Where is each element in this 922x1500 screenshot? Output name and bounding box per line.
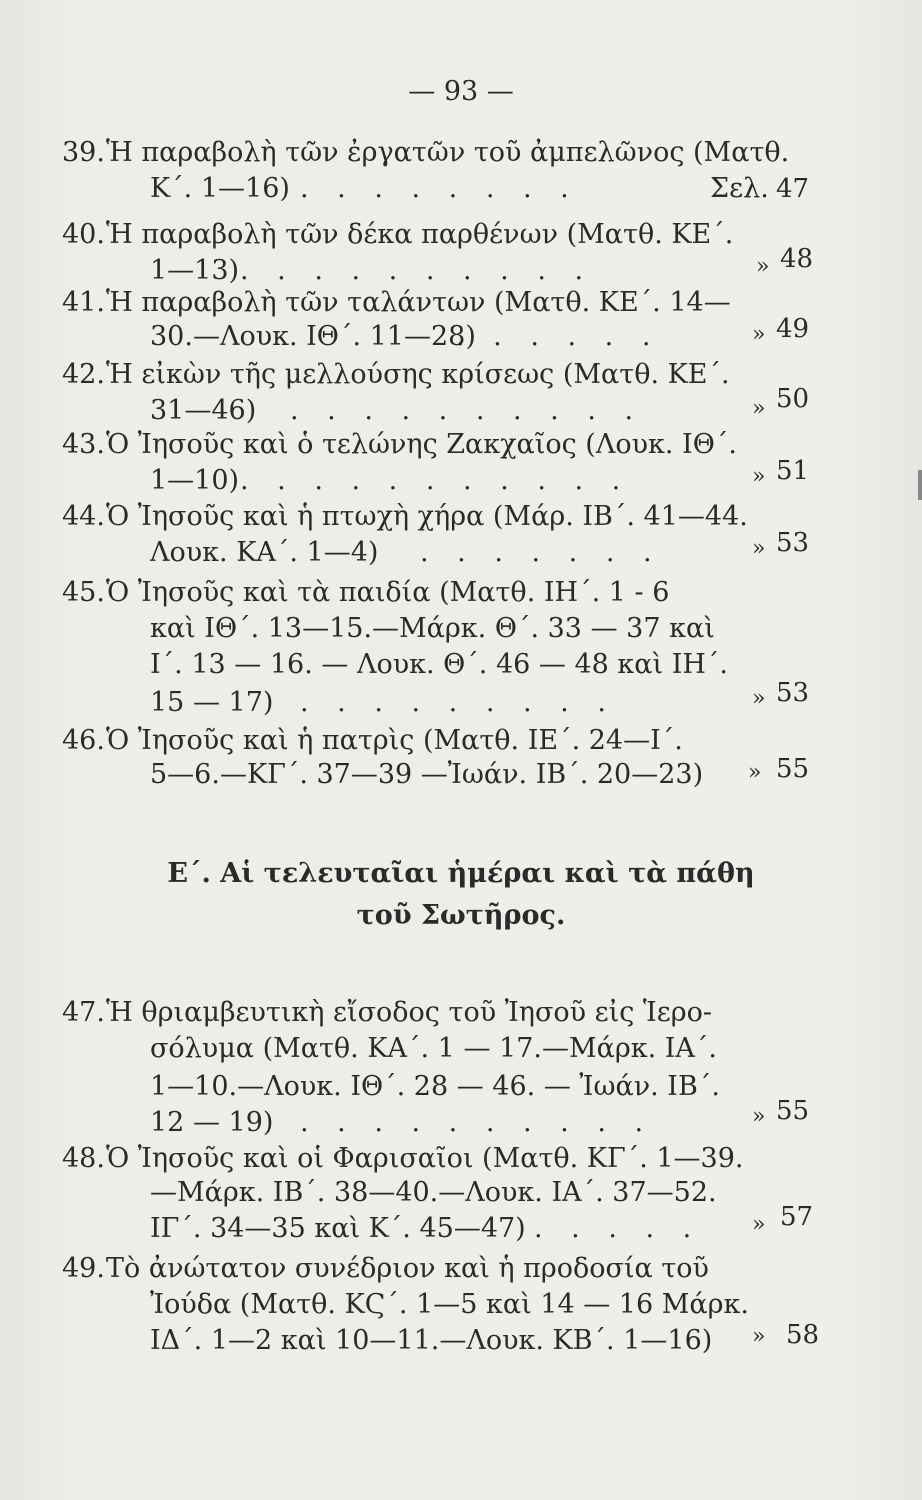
leader-dots: . . . . . . . . . . [290, 395, 644, 426]
entry-page: 47 [776, 174, 810, 204]
entry-reference: 5—6.—ΚΓ΄. 37—39 —Ἰωάν. ΙΒ΄. 20—23) [150, 759, 704, 790]
page-prefix: » [752, 1212, 766, 1237]
page-prefix: » [752, 686, 766, 711]
page-prefix: » [756, 254, 770, 279]
entry-page: 50 [776, 384, 810, 414]
entry-title: Ἡ παραβολὴ τῶν ἐργατῶν τοῦ ἀμπελῶνος (Ματθ. [106, 137, 790, 168]
entry-number: 41. [62, 287, 105, 318]
entry-page: 55 [776, 754, 810, 784]
entry-number: 42. [62, 359, 105, 390]
page-prefix: Σελ. [710, 173, 769, 204]
entry-title: Ἡ θριαμβευτικὴ εἴσοδος τοῦ Ἰησοῦ εἰς Ἱερο- [106, 997, 712, 1028]
entry-reference: 1—10.—Λουκ. ΙΘ΄. 28 — 46. — Ἰωάν. ΙΒ΄. [150, 1071, 720, 1102]
page-prefix: » [752, 536, 766, 561]
entry-page: 49 [776, 314, 810, 344]
entry-number: 47. [62, 997, 105, 1028]
entry-number: 43. [62, 429, 105, 460]
entry-reference: Ἰούδα (Ματθ. ΚϚ΄. 1—5 καὶ 14 — 16 Μάρκ. [150, 1289, 749, 1320]
entry-reference: Ι΄. 13 — 16. — Λουκ. Θ΄. 46 — 48 καὶ ΙΗ΄. [150, 649, 728, 680]
entry-title: Ὁ Ἰησοῦς καὶ ὁ τελώνης Ζακχαῖος (Λουκ. ΙΘ΄. [106, 429, 737, 460]
page-prefix: » [752, 1324, 766, 1349]
entry-number: 48. [62, 1143, 105, 1174]
entry-title: Τὸ ἀνώτατον συνέδριον καὶ ἡ προδοσία τοῦ [106, 1253, 709, 1284]
entry-reference: 31—46) [150, 395, 257, 426]
entry-title: Ὁ Ἰησοῦς καὶ ἡ πτωχὴ χήρα (Μάρ. ΙΒ΄. 41—44. [106, 501, 748, 532]
entry-page: 55 [776, 1096, 810, 1126]
leader-dots: . . . . . . . . [300, 173, 579, 204]
entry-number: 46. [62, 725, 105, 756]
entry-reference: 1—10) [150, 465, 240, 496]
entry-reference: 15 — 17) [150, 687, 274, 718]
page-prefix: » [752, 1104, 766, 1129]
leader-dots: . . . . . . . . . [300, 687, 616, 718]
entry-page: 57 [780, 1202, 814, 1232]
page-prefix: » [748, 760, 762, 785]
entry-title: Ἡ εἰκὼν τῆς μελλούσης κρίσεως (Ματθ. ΚΕ΄. [106, 359, 730, 390]
entry-page: 51 [776, 456, 810, 486]
page-prefix: » [752, 464, 766, 489]
page-prefix: » [752, 322, 766, 347]
entry-reference: καὶ ΙΘ΄. 13—15.—Μάρκ. Θ΄. 33 — 37 καὶ [150, 613, 715, 644]
entry-page: 53 [776, 528, 810, 558]
entry-number: 45. [62, 577, 105, 608]
entry-page: 48 [780, 244, 814, 274]
entry-number: 39. [62, 137, 105, 168]
entry-reference: —Μάρκ. ΙΒ΄. 38—40.—Λουκ. ΙΑ΄. 37—52. [150, 1177, 717, 1208]
entry-page: 58 [786, 1320, 820, 1350]
entry-reference: 30.—Λουκ. ΙΘ΄. 11—28) [150, 321, 476, 352]
entry-reference: Λουκ. ΚΑ΄. 1—4) [150, 537, 379, 568]
entry-title: Ἡ παραβολὴ τῶν δέκα παρθένων (Ματθ. ΚΕ΄. [106, 219, 734, 250]
entry-title: Ὁ Ἰησοῦς καὶ τὰ παιδία (Ματθ. ΙΗ΄. 1 - 6 [106, 577, 670, 608]
page-edge-mark [918, 470, 922, 500]
entry-reference: ΙΔ΄. 1—2 καὶ 10—11.—Λουκ. ΚΒ΄. 1—16) [150, 1325, 713, 1356]
leader-dots: . . . . . [534, 1213, 702, 1244]
entry-number: 44. [62, 501, 105, 532]
entry-reference: ΙΓ΄. 34—35 καὶ Κ΄. 45—47) [150, 1213, 526, 1244]
entry-reference: σόλυμα (Ματθ. ΚΑ΄. 1 — 17.—Μάρκ. ΙΑ΄. [150, 1033, 717, 1064]
leader-dots: . . . . . . [456, 321, 661, 352]
entry-reference: 1—13) [150, 255, 240, 286]
leader-dots: . . . . . . . . . . . [240, 465, 631, 496]
page-prefix: » [752, 396, 766, 421]
section-heading: Ε΄. Αἱ τελευταῖαι ἡμέραι καὶ τὰ πάθη [167, 858, 755, 889]
entry-page: 53 [776, 678, 810, 708]
entry-number: 40. [62, 219, 105, 250]
leader-dots: . . . . . . . [420, 537, 662, 568]
entry-title: Ὁ Ἰησοῦς καὶ ἡ πατρὶς (Ματθ. ΙΕ΄. 24—Ι΄. [106, 725, 683, 756]
page-number: — 93 — [408, 76, 514, 107]
section-heading-continued: τοῦ Σωτῆρος. [356, 900, 566, 931]
leader-dots: . . . . . . . . . . [240, 255, 594, 286]
entry-title: Ἡ παραβολὴ τῶν ταλάντων (Ματθ. ΚΕ΄. 14— [106, 287, 731, 318]
entry-number: 49. [62, 1253, 105, 1284]
entry-title: Ὁ Ἰησοῦς καὶ οἱ Φαρισαῖοι (Ματθ. ΚΓ΄. 1—39. [106, 1143, 744, 1174]
entry-reference: 12 — 19) [150, 1107, 274, 1138]
leader-dots: . . . . . . . . . . [300, 1107, 654, 1138]
entry-reference: Κ΄. 1—16) [150, 173, 290, 204]
